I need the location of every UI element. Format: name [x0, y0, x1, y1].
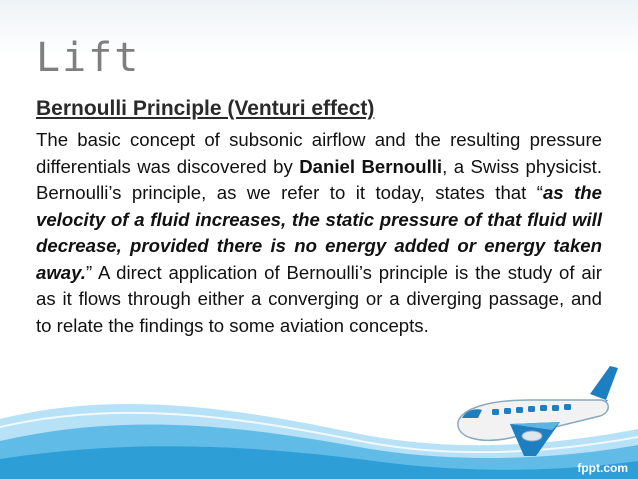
body-paragraph: [36, 127, 602, 339]
brand-label: fppt.com: [577, 461, 628, 475]
slide-subtitle: Bernoulli Principle (Venturi effect): [36, 97, 375, 120]
slide-title: Lift: [36, 35, 141, 81]
paragraph-part-3: ” A direct application of Bernoulli’s principle is the study of air as it flows through either a converging or a diverging passage, and to relate the findings to some aviation concepts.: [36, 261, 602, 336]
bernoulli-quote: as the velocity of a fluid increases, the static pressure of that fluid will decrease, provided there is no energy added or energy taken away.: [36, 182, 602, 283]
airplane-icon: [440, 360, 620, 460]
paragraph-part-1: The basic concept of subsonic airflow and the resulting pressure differentials was discovered by: [36, 129, 602, 177]
paragraph-part-2: , a Swiss physicist. Bernoulli’s principle, as we refer to it today, states that “: [36, 155, 602, 203]
person-name: Daniel Bernoulli: [299, 155, 443, 177]
